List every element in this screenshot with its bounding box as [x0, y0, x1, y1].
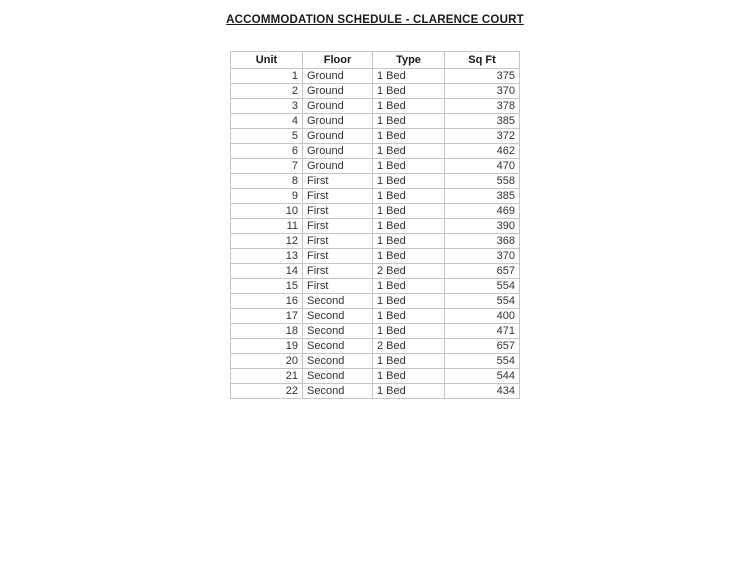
table-row	[231, 219, 520, 234]
cell-floor: First	[303, 249, 373, 264]
cell-type: 2 Bed	[373, 339, 445, 354]
cell-sqft: 462	[445, 144, 520, 159]
cell-floor: Ground	[303, 144, 373, 159]
cell-floor: Second	[303, 339, 373, 354]
table-row	[231, 144, 520, 159]
column-header-floor: Floor	[303, 52, 373, 69]
cell-unit: 3	[231, 99, 303, 114]
cell-unit: 1	[231, 69, 303, 84]
cell-type: 1 Bed	[373, 114, 445, 129]
cell-sqft: 469	[445, 204, 520, 219]
cell-unit: 15	[231, 279, 303, 294]
cell-type: 1 Bed	[373, 129, 445, 144]
cell-sqft: 370	[445, 249, 520, 264]
cell-floor: First	[303, 279, 373, 294]
cell-type: 1 Bed	[373, 384, 445, 399]
cell-unit: 8	[231, 174, 303, 189]
cell-unit: 16	[231, 294, 303, 309]
cell-sqft: 471	[445, 324, 520, 339]
cell-sqft: 434	[445, 384, 520, 399]
cell-unit: 13	[231, 249, 303, 264]
table-row	[231, 279, 520, 294]
cell-sqft: 657	[445, 264, 520, 279]
cell-unit: 6	[231, 144, 303, 159]
cell-unit: 7	[231, 159, 303, 174]
cell-floor: Second	[303, 309, 373, 324]
cell-unit: 4	[231, 114, 303, 129]
cell-floor: First	[303, 234, 373, 249]
table-row	[231, 384, 520, 399]
cell-type: 1 Bed	[373, 234, 445, 249]
column-header-sqft: Sq Ft	[445, 52, 520, 69]
cell-type: 1 Bed	[373, 369, 445, 384]
table-row	[231, 174, 520, 189]
cell-unit: 21	[231, 369, 303, 384]
table-row	[231, 234, 520, 249]
cell-floor: First	[303, 204, 373, 219]
cell-sqft: 370	[445, 84, 520, 99]
cell-floor: First	[303, 219, 373, 234]
cell-type: 1 Bed	[373, 204, 445, 219]
table-row	[231, 189, 520, 204]
cell-floor: Ground	[303, 159, 373, 174]
cell-type: 1 Bed	[373, 144, 445, 159]
cell-type: 1 Bed	[373, 294, 445, 309]
cell-floor: Ground	[303, 84, 373, 99]
cell-unit: 17	[231, 309, 303, 324]
cell-type: 1 Bed	[373, 219, 445, 234]
cell-sqft: 375	[445, 69, 520, 84]
cell-type: 1 Bed	[373, 99, 445, 114]
cell-floor: First	[303, 189, 373, 204]
cell-sqft: 554	[445, 354, 520, 369]
cell-sqft: 558	[445, 174, 520, 189]
cell-type: 1 Bed	[373, 249, 445, 264]
cell-sqft: 372	[445, 129, 520, 144]
cell-sqft: 470	[445, 159, 520, 174]
cell-type: 1 Bed	[373, 174, 445, 189]
table-row	[231, 369, 520, 384]
cell-type: 1 Bed	[373, 189, 445, 204]
table-row	[231, 129, 520, 144]
page-title: ACCOMMODATION SCHEDULE - CLARENCE COURT	[226, 14, 524, 26]
table-row	[231, 114, 520, 129]
cell-unit: 5	[231, 129, 303, 144]
cell-type: 1 Bed	[373, 159, 445, 174]
cell-unit: 18	[231, 324, 303, 339]
cell-floor: First	[303, 174, 373, 189]
table-body	[231, 69, 520, 399]
table-row	[231, 294, 520, 309]
cell-type: 2 Bed	[373, 264, 445, 279]
cell-floor: Second	[303, 324, 373, 339]
cell-floor: Ground	[303, 129, 373, 144]
table-row	[231, 99, 520, 114]
cell-unit: 9	[231, 189, 303, 204]
cell-unit: 22	[231, 384, 303, 399]
cell-floor: Ground	[303, 69, 373, 84]
cell-floor: Ground	[303, 99, 373, 114]
cell-unit: 10	[231, 204, 303, 219]
table-row	[231, 159, 520, 174]
cell-sqft: 657	[445, 339, 520, 354]
cell-sqft: 385	[445, 189, 520, 204]
cell-sqft: 385	[445, 114, 520, 129]
table-row	[231, 69, 520, 84]
cell-floor: Second	[303, 369, 373, 384]
cell-floor: Second	[303, 294, 373, 309]
table-row	[231, 354, 520, 369]
accommodation-schedule-table	[230, 51, 520, 399]
cell-sqft: 544	[445, 369, 520, 384]
cell-floor: Second	[303, 354, 373, 369]
cell-unit: 19	[231, 339, 303, 354]
cell-type: 1 Bed	[373, 354, 445, 369]
cell-sqft: 400	[445, 309, 520, 324]
cell-unit: 11	[231, 219, 303, 234]
cell-floor: First	[303, 264, 373, 279]
cell-type: 1 Bed	[373, 309, 445, 324]
cell-floor: Second	[303, 384, 373, 399]
table-row	[231, 339, 520, 354]
table-header-row	[231, 52, 520, 69]
table-row	[231, 324, 520, 339]
column-header-type: Type	[373, 52, 445, 69]
cell-type: 1 Bed	[373, 69, 445, 84]
cell-sqft: 368	[445, 234, 520, 249]
cell-sqft: 378	[445, 99, 520, 114]
cell-unit: 2	[231, 84, 303, 99]
cell-type: 1 Bed	[373, 84, 445, 99]
cell-type: 1 Bed	[373, 324, 445, 339]
table-row	[231, 249, 520, 264]
cell-sqft: 390	[445, 219, 520, 234]
cell-unit: 14	[231, 264, 303, 279]
table-row	[231, 84, 520, 99]
table-row	[231, 204, 520, 219]
cell-sqft: 554	[445, 279, 520, 294]
cell-floor: Ground	[303, 114, 373, 129]
column-header-unit: Unit	[231, 52, 303, 69]
cell-unit: 20	[231, 354, 303, 369]
table-row	[231, 309, 520, 324]
table-row	[231, 264, 520, 279]
cell-type: 1 Bed	[373, 279, 445, 294]
cell-unit: 12	[231, 234, 303, 249]
cell-sqft: 554	[445, 294, 520, 309]
